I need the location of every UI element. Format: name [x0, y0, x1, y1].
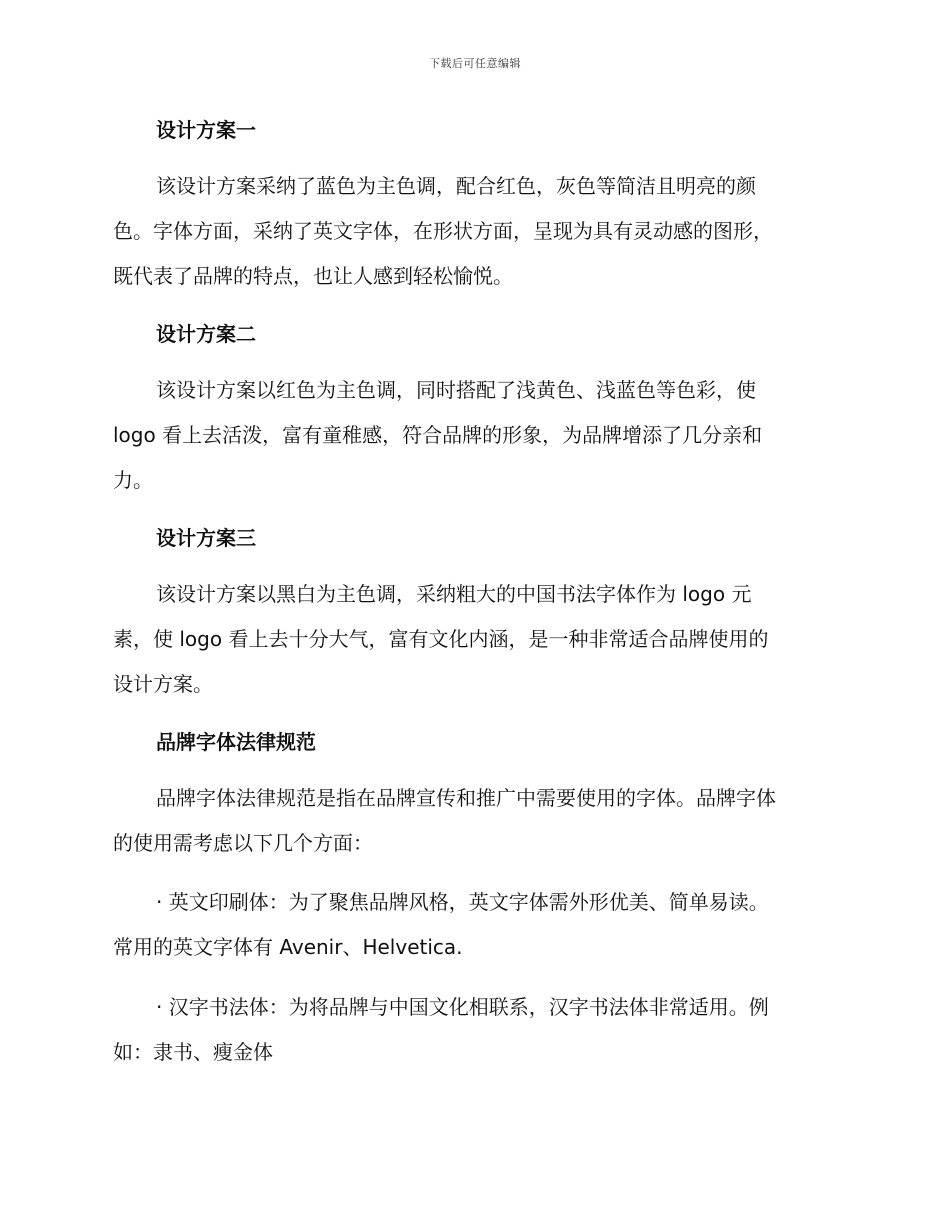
- section-paragraph-4: [113, 776, 833, 866]
- section-heading-1: 设计方案一: [156, 118, 256, 142]
- section-heading-3: 设计方案三: [156, 526, 256, 550]
- section-heading-2: 设计方案二: [156, 322, 256, 346]
- section-paragraph-3: [113, 572, 833, 707]
- document-body: [113, 109, 833, 1090]
- section-paragraph-1: [113, 164, 833, 299]
- paragraph-line: 该设计方案以黑白为主色调，采纳粗大的中国书法字体作为 logo 元: [156, 582, 752, 606]
- paragraph-line: 既代表了品牌的特点，也让人感到轻松愉悦。: [113, 264, 513, 288]
- paragraph-line: · 英文印刷体：为了聚焦品牌风格，英文字体需外形优美、简单易读。: [156, 890, 769, 914]
- paragraph-line: 素，使 logo 看上去十分大气，富有文化内涵，是一种非常适合品牌使用的: [113, 627, 769, 651]
- paragraph-line: 色。字体方面，采纳了英文字体，在形状方面，呈现为具有灵动感的图形，: [113, 219, 773, 243]
- paragraph-line: 力。: [113, 468, 153, 492]
- section-heading-4: 品牌字体法律规范: [156, 730, 316, 754]
- paragraph-line: 的使用需考虑以下几个方面：: [113, 831, 373, 855]
- section-paragraph-2: [113, 368, 833, 503]
- paragraph-line: 品牌字体法律规范是指在品牌宣传和推广中需要使用的字体。品牌字体: [156, 786, 776, 810]
- paragraph-line: 常用的英文字体有 Avenir、Helvetica.: [113, 935, 463, 959]
- page-header: 下载后可任意编辑: [429, 57, 521, 70]
- paragraph-line: 设计方案。: [113, 672, 213, 696]
- paragraph-line: 如：隶书、瘦金体: [113, 1040, 273, 1064]
- paragraph-line: 该设计方案以红色为主色调，同时搭配了浅黄色、浅蓝色等色彩，使: [156, 378, 756, 402]
- paragraph-line: logo 看上去活泼，富有童稚感，符合品牌的形象，为品牌增添了几分亲和: [113, 423, 763, 447]
- bullet-item-english-font: [113, 880, 833, 970]
- paragraph-line: 该设计方案采纳了蓝色为主色调，配合红色，灰色等简洁且明亮的颜: [156, 174, 756, 198]
- bullet-item-chinese-calligraphy: [113, 985, 833, 1075]
- paragraph-line: · 汉字书法体：为将品牌与中国文化相联系，汉字书法体非常适用。例: [156, 995, 769, 1019]
